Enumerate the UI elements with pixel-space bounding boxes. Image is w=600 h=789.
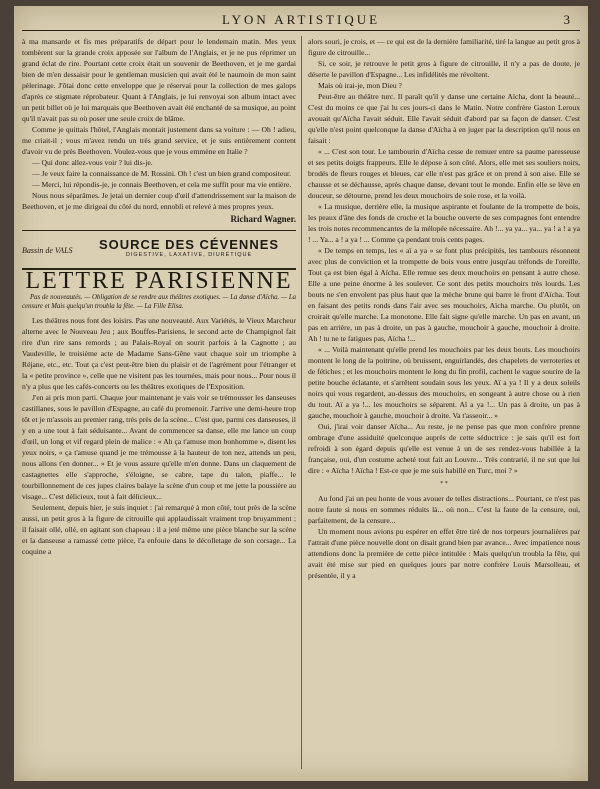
paragraph: Seulement, depuis hier, je suis inquiet : j'ai remarqué à mon côté, tout près de la scène aussi, un petit gros à la figure de citrouille qui applaudissait vraiment trop bruyamment ; il faisait ollé, ollé, en agitant son chapeau : il a jeté même une pièce blanche sur la scène et la danseuse a ramassé cette pièce, l'a enfouie dans le décolletage de son corsage... La coquine a [22, 503, 296, 556]
divider [22, 230, 296, 231]
ad-body [82, 239, 296, 261]
paragraph: « De temps en temps, les « aï a ya » se font plus précipités, les tambours résonnent avec plus de conviction et la trompette de bois vous entre jusqu'au tréfonds de l'oreille. Tout ça est bien égal à Aïcha. Elle remue ses deux mouchoirs en pensant à autre chose. Elle a une peine énorme à les soulever. Ce sont des petits mouchoirs très lourds. Les bouts ne s'en envolent pas plus haut que la mèche brune qui barre le front d'Aïcha. Tout en faisant des petits ronds dans l'air avec ses mouchoirs, Aïcha marche. Ou plutôt, on croirait qu'elle marche. La monotone. Elle fait signe qu'elle marche. Un pas en avant, un pas en arrière, un pas à droite, un pas à gauche, mouchoir à gauche, mouchoir à droite. Ah ! tu ne te fatigues pas, Aïcha !... [308, 246, 580, 343]
paragraph: — Qui donc allez-vous voir ? lui dis-je. [32, 158, 153, 167]
running-header [14, 10, 588, 30]
paragraph: Au fond j'ai un peu honte de vous avouer de telles distractions... Pourtant, ce n'est pas notre faute si nous en sommes réduits là... où non... C'est la faute de la censure, oui, parfaitement, de la censure... [308, 494, 580, 525]
paragraph: Peut-être au théâtre turc. Il paraît qu'il y danse une certaine Aïcha, dont la beauté... C'est du moins ce que j'ai lu ces jours-ci dans le Matin. Notre confrère Gaston Leroux avouait qu'Aïcha l'avait séduit. Elle l'avait séduit d'abord par sa façon de danser. C'est qu'elle n'est point quelconque la danse d'Aïcha à en juger par la description qu'il nous en faisait : [308, 92, 580, 145]
paragraph: à ma mansarde et fis mes préparatifs de départ pour le lendemain matin. Mes yeux tombèrent sur la grande croix apposée sur l'album de l'Anglais, et je ne pus réprimer un grand éclat de rire. Pourtant cette croix était un souvenir de Beethoven, et je me gardai bien de m'en dessaisir pour le gentleman musicien qui avait été le naumoin de mon saint pèlerinage. J'ôtai donc cette enveloppe que je réservai pour la collection de mes galops d'après ce stigmate réprobateur. Quant à l'Anglais, je lui renvoyai son album intact avec un petit billet où je lui marquais que Beethoven avait été enchanté de sa musique, au point qu'il n'avait pas su où poser une seule croix de blâme. [22, 37, 296, 123]
right-column [308, 36, 580, 581]
author-signature: Richard Wagner. [230, 214, 296, 224]
paragraph: — Merci, lui répondis-je, je connais Beethoven, et cela me suffit pour ma vie entière. [32, 180, 292, 189]
paragraph: Mais où irai-je, mon Dieu ? [318, 81, 402, 90]
paragraph: Comme je quittais l'hôtel, l'Anglais montait justement dans sa voiture : — Oh ! adieu, me criait-il ; vous m'avez rendu un très grand service, et je suis entièrement content d'avoir vu de près Beethoven. Voulez-vous que je vous emmène en Italie ? [22, 125, 296, 156]
paragraph: Oui, j'irai voir danser Aïcha... Au reste, je ne pense pas que mon confrère prenne ombrage d'une assiduité quelconque auprès de cette séductrice : je sais qu'il est fort refroidi à son égard depuis qu'elle est venue à un de ses rendez-vous habillée à la française, oui, d'un costume acheté tout fait au Louvre... Très contrarié, il ne sut que lui dire : « Aïcha ! Aïcha ! Est-ce que je me suis habillé en Turc, moi ? » [308, 422, 580, 475]
section-break: * * [440, 481, 448, 487]
ad-title: SOURCE DES CÉVENNES [98, 237, 280, 252]
left-column [22, 36, 296, 557]
column-separator [301, 36, 302, 769]
paragraph: Si, ce soir, je retrouve le petit gros à figure de citrouille, il n'y a pas de doute, je déserte le pavillon d'Espagne... Les infidélités me révoltent. [308, 59, 580, 79]
paragraph: Un moment nous avions pu espérer en effet être tiré de nos torpeurs journalières par l'attrait d'une pièce nouvelle dont on disait grand bien par avance... Avec impatience nous attendions donc la première de cette pièce intitulée : Mais quelqu'un troubla la fête, qui avait été mise sur pied en quelques jours par notre confrère Louis Marsolleau, et présentée, il y a [308, 527, 580, 580]
paragraph: « ... C'est son tour. Le tambourin d'Aïcha cesse de remuer entre sa paume paresseuse et ses petits doigts frappeurs. Elle le dépose à son côté. Alors, elle met ses souliers noirs, brodés de fleurs rouges et bleues, car elle n'est pas grâce et on prend à son aise. Elle se chausse et se déchausse, après chaque danse, devant tout le monde. Enfin elle se lève en douceur, se détourne, prend les deux mouchoirs de soie rose, et la voilà. [308, 147, 580, 200]
paragraph: J'en ai pris mon parti. Chaque jour maintenant je vais voir se trémousser les danseuses castillanes, sous le pavillon d'Espagne, au café du promenoir. J'arrive une demi-heure trop tôt et je m'assois au premier rang, très près de la scène... C'est que, parmi ces danseuses, il y en a une tout à fait séduisante... Avant de commencer sa danse, elle me lance un coup d'œil, un long et vif regard plein de malice : « Ah ça t'amuse mon bonhomme », disent les yeux noirs, « ça t'amuse quand je me trémousse à la hauteur de ton nez, attends un peu, nous allons t'en donner... » Et je vous assure qu'elle m'en donne. Dans un claquement de castagnettes elle s'approche, s'éloigne, se cabre, tape du talon, piaffe... le tourbillonnement de ces jupes claires balaye la scène d'un coup et me jette la poussière au visage... C'est délicieux, tout à fait délicieux... [22, 393, 296, 501]
paragraph: « ... Voilà maintenant qu'elle prend les mouchoirs par les deux bouts. Les mouchoirs montent le long de la poitrine, où bruissent, enguirlandés, des chapelets de verroteries et de fétiches ; et les mouchoirs montent le long du fin profil, cachent le vague sourire de la petite bouche éclatante, et s'arrêtent soudain sous les yeux. Aï a ya ! Il y a deux soleils noirs qui vous regardent, au-dessus des mouchoirs, en songeant à autre chose ou à rien du tout. Aï a ya !... les mouchoirs se séparent. Aï a ya !... Un pas à droite, un pas à gauche, mouchoir à gauche, mouchoir à droite. Va t'asseoir... » [308, 345, 580, 420]
page-number: 3 [563, 12, 570, 27]
paragraph: Nous nous séparâmes. Je jetai un dernier coup d'œil d'attendrissement sur la maison de Beethoven, et je me dirigeai du côté du nord, ennobli et relevé à mes propres yeux. [22, 191, 296, 211]
section-title: LETTRE PARISIENNE [25, 268, 293, 294]
section-summary: Pas de nouveautés. — Obligation de se rendre aux théâtres exotiques. — La danse d'Aïcha. — La censure et Mais quelqu'un troubla la fête. — La Fille Elisa. [22, 294, 296, 310]
ad-location: Bassin de VALS [22, 245, 73, 255]
ad-subtitle: DIGESTIVE, LAXATIVE, DIURÉTIQUE [125, 252, 253, 258]
paragraph: alors souri, je crois, et — ce qui est de la dernière familiarité, tiré la langue au petit gros à figure de citrouille... [308, 37, 581, 57]
advertisement [22, 236, 296, 264]
paragraph: — Je veux faire la connaissance de M. Rossini. Oh ! c'est un bien grand compositeur. [32, 169, 292, 178]
header-rule [22, 30, 580, 31]
newspaper-page [14, 6, 588, 781]
paragraph: Les théâtres nous font des loisirs. Pas une nouveauté. Aux Variétés, le Vieux Marcheur alterne avec le Nouveau Jeu ; aux Bouffes-Parisiens, le second acte de Champignol fait rire d'un rire sans remords ; au Palais-Royal on sourit parfois à la Cagnotte ; au Vaudeville, le troisième acte de Madame Sans-Gêne vaut chaque soir un triomphe à Réjane, etc., etc. Tout ça c'est peut-être bien du plaisir et de l'agrément pour l'étranger et la « petite province », celle que ne visitent pas les tournées, mais pour nous... Pour nous il n'y a plus que les cafés-concerts ou les théâtres exotiques de l'Exposition. [22, 316, 296, 391]
journal-title: LYON ARTISTIQUE [221, 12, 381, 27]
paragraph: « La musique, derrière elle, la musique aspirante et foulante de la trompette de bois, les peaux d'âne des fonds de cruche et la bouche ouverte de ses compagnes font entendre les trois notes recommencantes de la mélopée nécessaire. Ah !... ya ya... ya... ya ! a ! a ya ! ... Ya... a ! a ya ! ... Comme ça pendant trois cents pages. [308, 202, 580, 244]
